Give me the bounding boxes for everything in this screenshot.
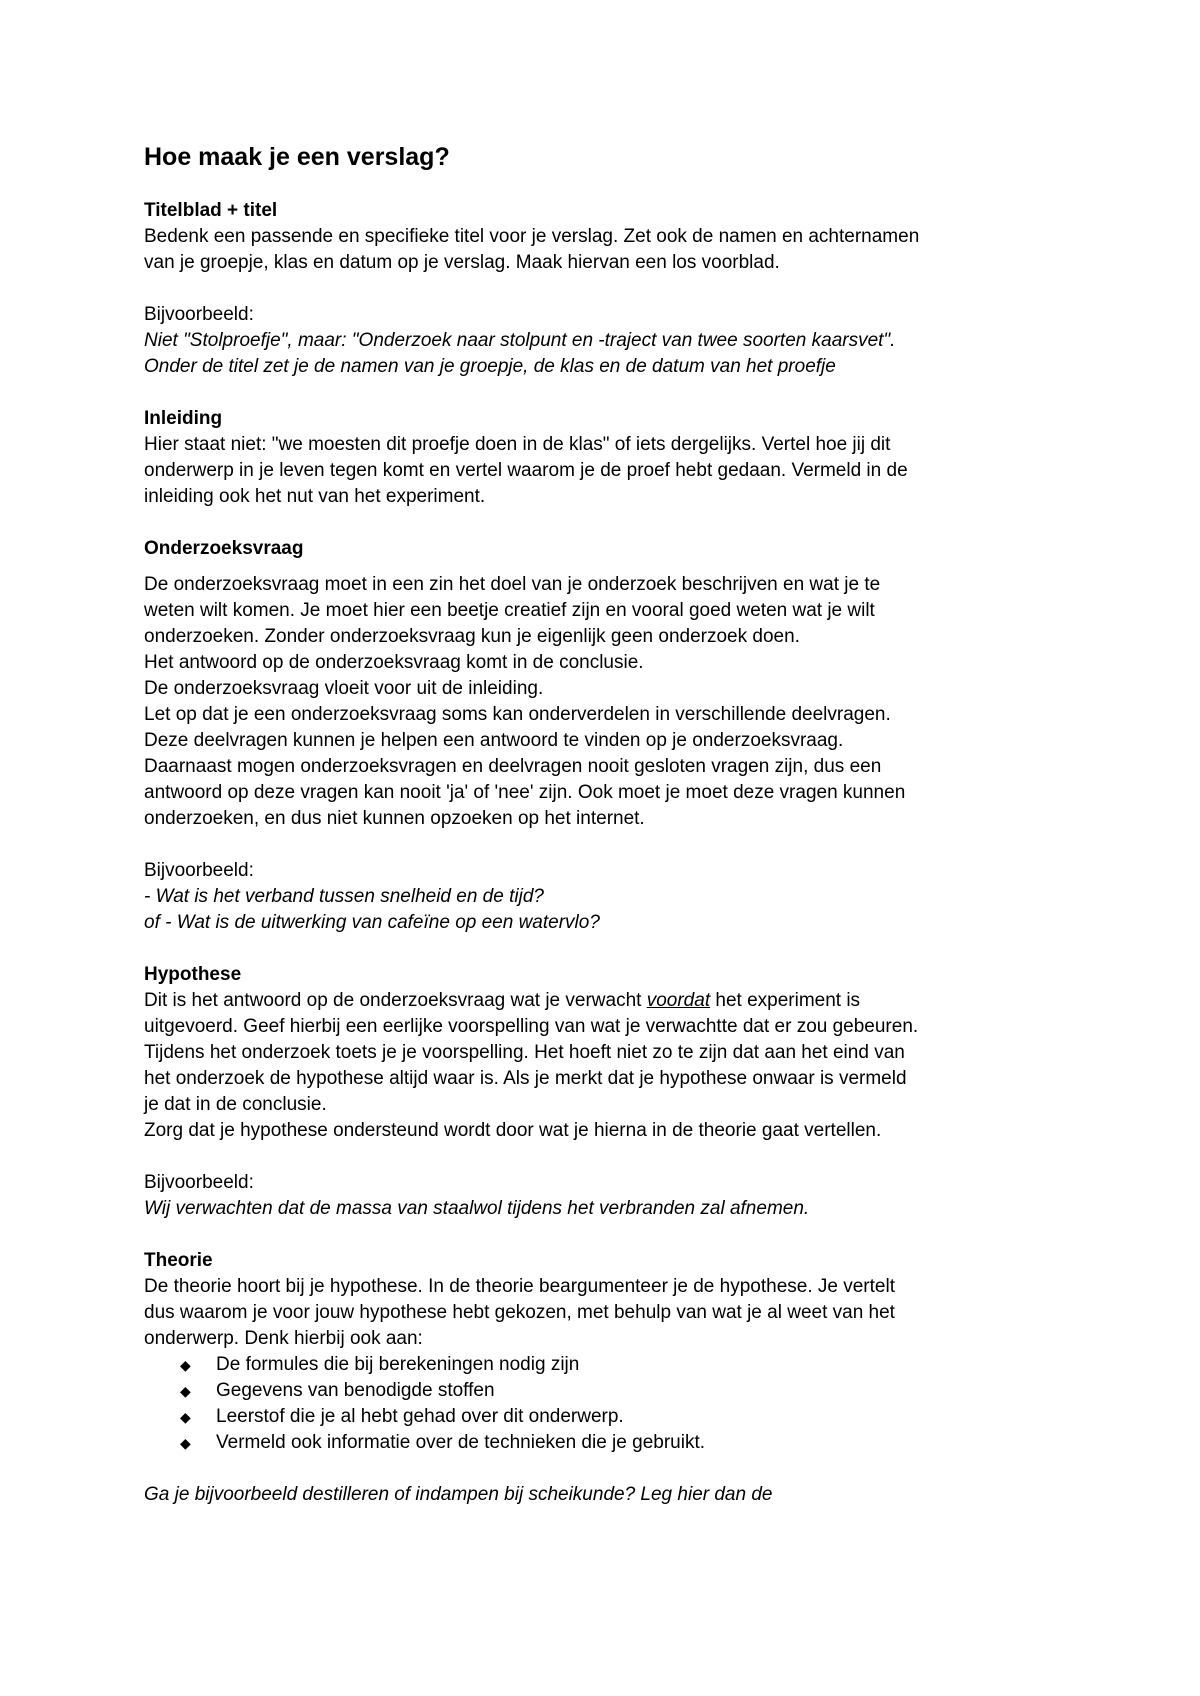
example-label: Bijvoorbeeld: (144, 1172, 254, 1193)
paragraph-line: De theorie hoort bij je hypothese. In de theorie beargumenteer je de hypothese. Je vertelt (144, 1276, 895, 1297)
list-item-text: Gegevens van benodigde stoffen (216, 1380, 495, 1401)
paragraph-line: Zorg dat je hypothese ondersteund wordt door wat je hierna in de theorie gaat vertellen. (144, 1120, 882, 1141)
section-heading: Titelblad + titel (144, 200, 278, 221)
paragraph-line: De onderzoeksvraag vloeit voor uit de inleiding. (144, 678, 544, 699)
paragraph-line: onderwerp. Denk hierbij ook aan: (144, 1328, 423, 1349)
paragraph-line: dus waarom je voor jouw hypothese hebt gekozen, met behulp van wat je al weet van het (144, 1302, 895, 1323)
example-line: Onder de titel zet je de namen van je groepje, de klas en de datum van het proefje (144, 356, 836, 377)
paragraph-line: De onderzoeksvraag moet in een zin het doel van je onderzoek beschrijven en wat je te (144, 574, 881, 595)
example-label: Bijvoorbeeld: (144, 860, 254, 881)
paragraph-line: je dat in de conclusie. (144, 1094, 327, 1115)
example-line: Wij verwachten dat de massa van staalwol tijdens het verbranden zal afnemen. (144, 1198, 810, 1219)
example-line: Niet "Stolproefje", maar: "Onderzoek naar stolpunt en -traject van twee soorten kaarsvet". (144, 330, 896, 351)
section-inleiding (144, 406, 1084, 510)
list-item-text: Leerstof die je al hebt gehad over dit onderwerp. (216, 1406, 624, 1427)
paragraph-line: Het antwoord op de onderzoeksvraag komt in de conclusie. (144, 652, 644, 673)
document-page (144, 140, 1084, 1508)
example-label: Bijvoorbeeld: (144, 304, 254, 325)
paragraph-line: Hier staat niet: "we moesten dit proefje doen in de klas" of iets dergelijks. Vertel hoe jij dit (144, 434, 891, 455)
paragraph-line: Let op dat je een onderzoeksvraag soms kan onderverdelen in verschillende deelvragen. (144, 704, 891, 725)
text-run: het experiment is (710, 990, 861, 1011)
example-line: of - Wat is de uitwerking van cafeïne op een watervlo? (144, 912, 600, 933)
section-onderzoeksvraag (144, 536, 1084, 936)
bullet-icon: ◆ (180, 1383, 191, 1399)
list-item (180, 1378, 1084, 1404)
paragraph-line: uitgevoerd. Geef hierbij een eerlijke voorspelling van wat je verwachtte dat er zou gebeuren. (144, 1016, 919, 1037)
paragraph-line: Bedenk een passende en specifieke titel voor je verslag. Zet ook de namen en achternamen (144, 226, 920, 247)
paragraph-line: onderzoeken. Zonder onderzoeksvraag kun je eigenlijk geen onderzoek doen. (144, 626, 800, 647)
list-item (180, 1404, 1084, 1430)
section-heading: Onderzoeksvraag (144, 538, 304, 559)
section-titelblad (144, 198, 1084, 380)
paragraph-line: onderwerp in je leven tegen komt en vertel waarom je de proef hebt gedaan. Vermeld in de (144, 460, 908, 481)
paragraph-line: van je groepje, klas en datum op je verslag. Maak hiervan een los voorblad. (144, 252, 780, 273)
paragraph-line: Ga je bijvoorbeeld destilleren of indampen bij scheikunde? Leg hier dan de (144, 1484, 773, 1505)
paragraph-line: Deze deelvragen kunnen je helpen een antwoord te vinden op je onderzoeksvraag. (144, 730, 844, 751)
section-heading: Theorie (144, 1250, 213, 1271)
paragraph-line: weten wilt komen. Je moet hier een beetje creatief zijn en vooral goed weten wat je wilt (144, 600, 875, 621)
list-item (180, 1352, 1084, 1378)
bullet-icon: ◆ (180, 1357, 191, 1373)
paragraph-line (144, 988, 1084, 1014)
section-heading: Inleiding (144, 408, 223, 429)
paragraph-line: antwoord op deze vragen kan nooit 'ja' of 'nee' zijn. Ook moet je moet deze vragen kunnen (144, 782, 906, 803)
section-theorie (144, 1248, 1084, 1508)
paragraph-line: het onderzoek de hypothese altijd waar is. Als je merkt dat je hypothese onwaar is vermeld (144, 1068, 907, 1089)
bullet-icon: ◆ (180, 1435, 191, 1451)
section-heading: Hypothese (144, 964, 242, 985)
list-item-text: Vermeld ook informatie over de technieken die je gebruikt. (216, 1432, 705, 1453)
paragraph-line: onderzoeken, en dus niet kunnen opzoeken op het internet. (144, 808, 645, 829)
section-hypothese (144, 962, 1084, 1222)
bullet-list (144, 1352, 1084, 1456)
paragraph-line: inleiding ook het nut van het experiment. (144, 486, 486, 507)
text-run: Dit is het antwoord op de onderzoeksvraag wat je verwacht (144, 990, 647, 1011)
page-title: Hoe maak je een verslag? (144, 143, 450, 171)
bullet-icon: ◆ (180, 1409, 191, 1425)
paragraph-line: Tijdens het onderzoek toets je je voorspelling. Het hoeft niet zo te zijn dat aan het eind van (144, 1042, 905, 1063)
list-item (180, 1430, 1084, 1456)
example-line: - Wat is het verband tussen snelheid en de tijd? (144, 886, 544, 907)
list-item-text: De formules die bij berekeningen nodig zijn (216, 1354, 580, 1375)
emphasis-underlined: voordat (646, 990, 711, 1011)
paragraph-line: Daarnaast mogen onderzoeksvragen en deelvragen nooit gesloten vragen zijn, dus een (144, 756, 882, 777)
